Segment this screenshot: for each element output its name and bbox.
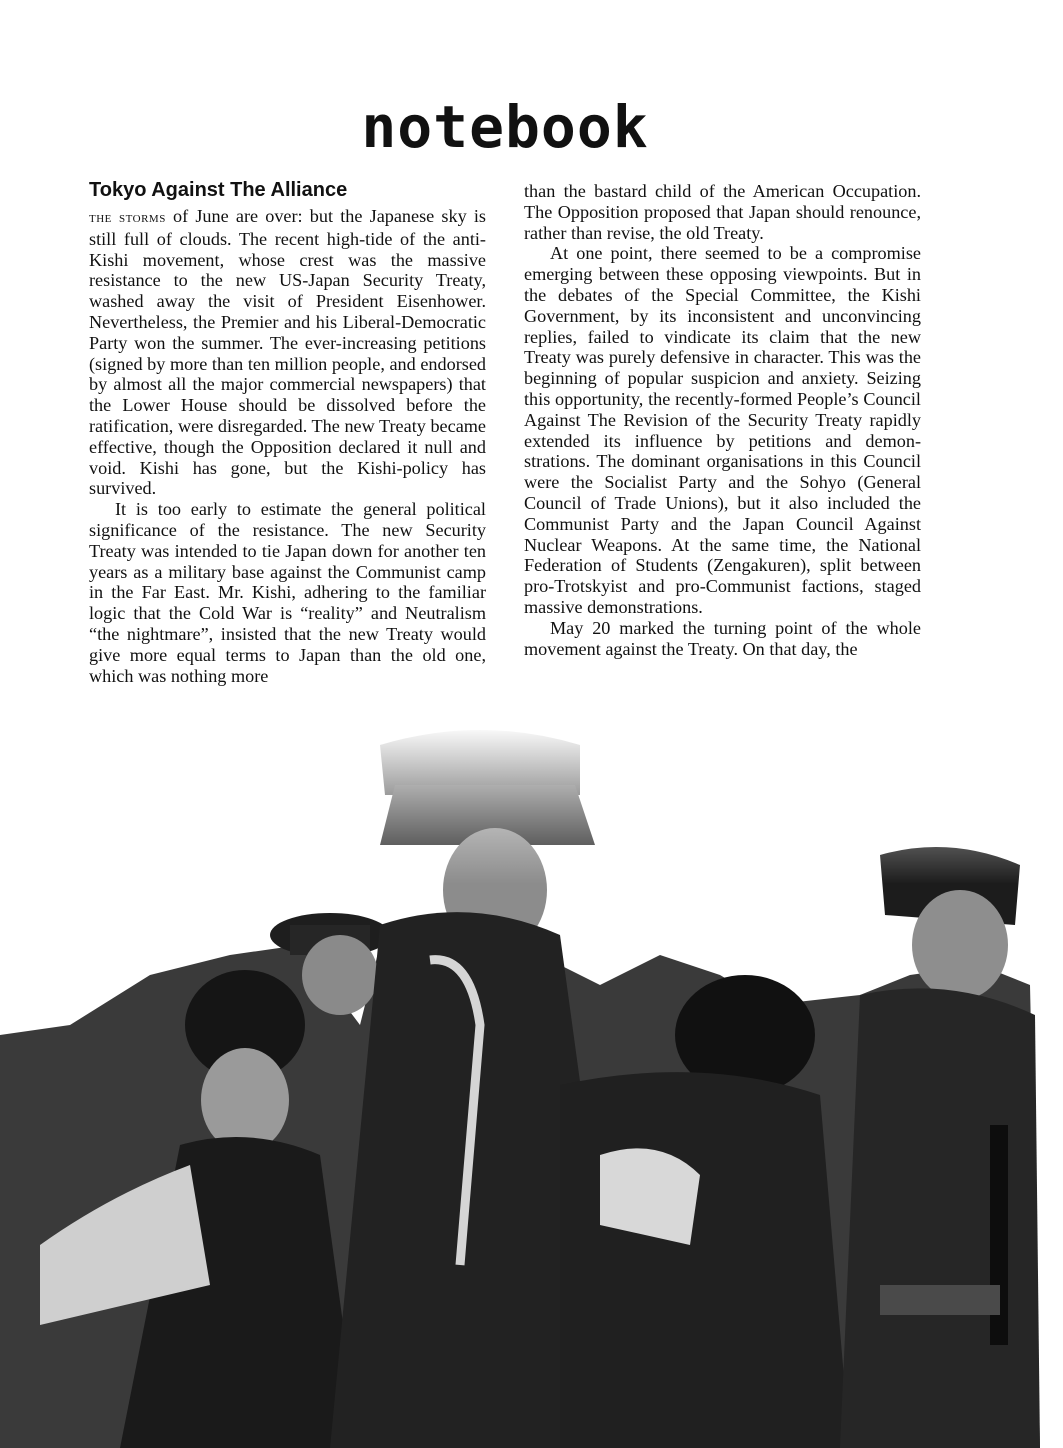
- section-title: notebook: [361, 93, 649, 161]
- protest-arrest-photo: [0, 725, 1040, 1448]
- article-paragraph: May 20 marked the turning point of the whole movement against the Treaty. On that day, the: [524, 617, 921, 659]
- article-paragraph: than the bastard child of the American Occupation. The Opposition proposed that Japan should renounce, rather than revise, the old Treaty.: [524, 181, 921, 243]
- paragraph-text: of June are over: but the Japanese sky is still full of clouds. The recent high-tide of the anti-Kishi movement, whose crest was the massive resistance to the new US-Japan Security Treaty, washed away the visit of President Eisenhower. Nevertheless, the Premier and his Liberal-Democratic Party won the summer. The ever-increasing petitions (signed by more than ten million people, and endorsed by almost all the major commercial newspapers) that the Lower House should be dissolved before the ratification, were disregarded. The new Treaty became effective, though the Opposition declared it null and void. Kishi has gone, but the Kishi-policy has survived.: [89, 206, 486, 499]
- article-column-left: [89, 178, 486, 686]
- article-column-right: [524, 181, 921, 659]
- article-paragraph: It is too early to estimate the general political significance of the resistance. The new Security Treaty was intended to tie Japan down for another ten years as a military base against the Communist camp in the Far East. Mr. Kishi, adhering to the familiar logic that the Cold War is “reality” and Neutralism “the nightmare”, insisted that the new Treaty would give more equal terms to Japan than the old one, which was nothing more: [89, 499, 486, 686]
- article-paragraph: [89, 206, 486, 499]
- article-headline: Tokyo Against The Alliance: [89, 179, 348, 201]
- article-paragraph: At one point, there seemed to be a compromise emerging between these opposing viewpoints. But in the debates of the Special Committee, the Kishi Government, by its inconsistent and unconvincing replies, failed to vindicate its claim that the new Treaty was purely defensive in character. This was the beginning of popular suspicion and anxiety. Seizing this opportunity, the recently-formed People’s Council Against The Revision of the Security Treaty rapidly extended its influence by petitions and demonstrations. The dominant organisations in this Council were the Socialist Party and the Sohyo (General Council of Trade Unions), but it also included the Communist Party and the Japan Council Against Nuclear Weapons. At the same time, the National Federation of Students (Zengakuren), split between pro-Trotskyist and pro-Communist factions, staged massive demonstrations.: [524, 243, 921, 617]
- lead-in-smallcaps: the storms: [89, 209, 166, 226]
